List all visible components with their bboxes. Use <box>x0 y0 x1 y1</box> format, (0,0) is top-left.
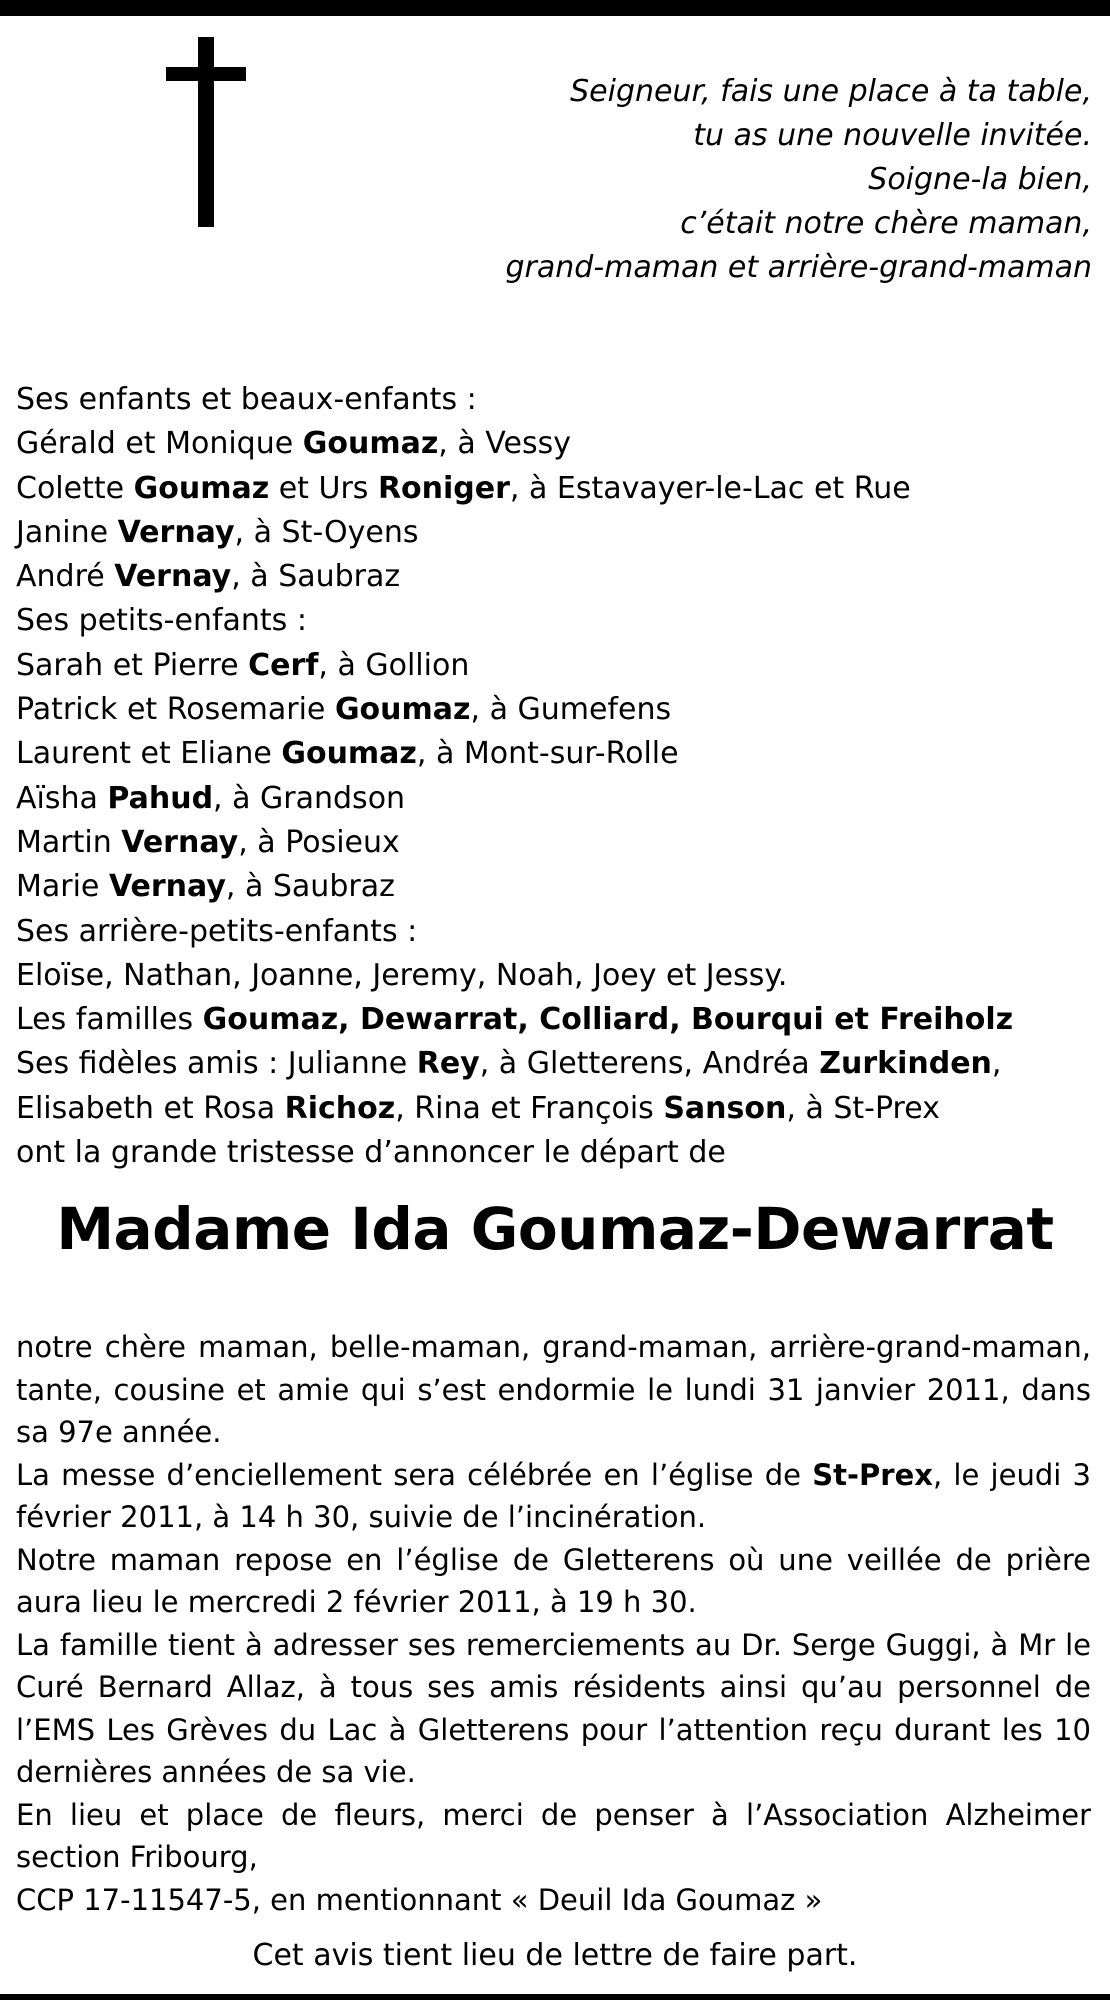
body-paragraph: CCP 17-11547-5, en mentionnant « Deuil Ida Goumaz » <box>16 1882 823 1917</box>
family-line: Les familles Goumaz, Dewarrat, Colliard, Bourqui et Freiholz <box>16 1002 1014 1038</box>
body-paragraph: La famille tient à adresser ses remerciements au Dr. Serge Guggi, à Mr le Curé Bernard Allaz, à tous ses amis résidents ainsi qu’au personnel de l’EMS Les Grèves du Lac à Gletterens pour l’attention reçu durant les 10 dernières années de sa vie. <box>16 1627 1091 1789</box>
family-line: Laurent et Eliane Goumaz, à Mont-sur-Rolle <box>16 736 679 772</box>
poem <box>392 70 1092 290</box>
family-list <box>16 378 1096 1175</box>
poem-line: grand-maman et arrière-grand-maman <box>505 250 1092 285</box>
poem-line: c’était notre chère maman, <box>680 206 1092 241</box>
footer-note: Cet avis tient lieu de lettre de faire part. <box>252 1938 858 1973</box>
family-line: Eloïse, Nathan, Joanne, Jeremy, Noah, Joey et Jessy. <box>16 957 788 993</box>
deceased-name: Madame Ida Goumaz-Dewarrat <box>56 1195 1054 1263</box>
family-line: Colette Goumaz et Urs Roniger, à Estavayer-le-Lac et Rue <box>16 470 911 506</box>
family-line: Gérald et Monique Goumaz, à Vessy <box>16 426 571 462</box>
family-line: Janine Vernay, à St-Oyens <box>16 514 419 550</box>
family-heading-great-grandchildren: Ses arrière-petits-enfants : <box>16 913 418 949</box>
family-line: Patrick et Rosemarie Goumaz, à Gumefens <box>16 692 672 728</box>
announcement-line: ont la grande tristesse d’annoncer le départ de <box>16 1135 726 1171</box>
poem-line: Soigne-la bien, <box>868 162 1092 197</box>
family-line: André Vernay, à Saubraz <box>16 559 401 595</box>
family-line: Ses fidèles amis : Julianne Rey, à Gletterens, Andréa Zurkinden, <box>16 1046 1002 1082</box>
body-paragraph: Notre maman repose en l’église de Gletterens où une veillée de prière aura lieu le mercredi 2 février 2011, à 19 h 30. <box>16 1542 1091 1619</box>
family-line: Aïsha Pahud, à Grandson <box>16 780 406 816</box>
family-line: Sarah et Pierre Cerf, à Gollion <box>16 647 470 683</box>
poem-line: Seigneur, fais une place à ta table, <box>570 74 1092 109</box>
top-border <box>0 0 1110 16</box>
poem-line: tu as une nouvelle invitée. <box>693 118 1092 153</box>
body-paragraph: notre chère maman, belle-maman, grand-maman, arrière-grand-maman, tante, cousine et amie qui s’est endormie le lundi 31 janvier 2011, dans sa 97e année. <box>16 1330 1091 1449</box>
family-heading-grandchildren: Ses petits-enfants : <box>16 603 307 639</box>
notice-body <box>16 1326 1091 1921</box>
body-paragraph: En lieu et place de fleurs, merci de penser à l’Association Alzheimer section Fribourg, <box>16 1797 1091 1874</box>
family-line: Marie Vernay, à Saubraz <box>16 869 395 905</box>
family-heading-children: Ses enfants et beaux-enfants : <box>16 382 477 417</box>
body-paragraph: La messe d’enciellement sera célébrée en l’église de St-Prex, le jeudi 3 février 2011, à 14 h 30, suivie de l’incinération. <box>16 1457 1091 1534</box>
bottom-border <box>0 1994 1110 2000</box>
family-line: Elisabeth et Rosa Richoz, Rina et François Sanson, à St-Prex <box>16 1090 940 1126</box>
cross-icon <box>166 37 246 227</box>
family-line: Martin Vernay, à Posieux <box>16 824 400 860</box>
